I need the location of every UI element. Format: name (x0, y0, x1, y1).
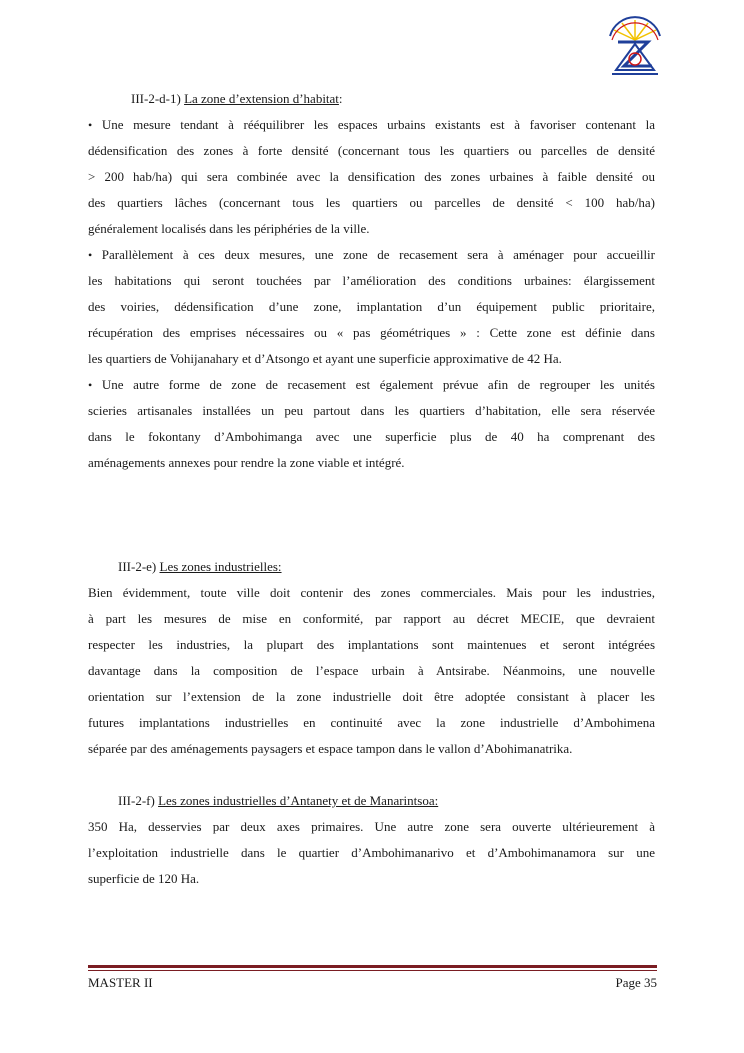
section-heading-e (88, 554, 655, 580)
page-body (88, 86, 655, 892)
paragraph-line: généralement localisés dans les périphéries de la ville. (88, 221, 370, 236)
heading-colon: : (338, 91, 343, 106)
bullet-icon: • (88, 118, 93, 132)
paragraph-line: orientation sur l’extension de la zone industrielle doit être adoptée consistant à placer les (88, 689, 655, 704)
footer-rule-thick (88, 965, 657, 968)
footer-left-label: MASTER II (88, 975, 153, 990)
paragraph-line (88, 112, 655, 138)
paragraph-line: les habitations qui seront touchées par l’amélioration des conditions urbaines: élargissement (88, 273, 655, 288)
section-title: La zone d’extension d’habitat (184, 91, 339, 106)
paragraph-line: Bien évidemment, toute ville doit contenir des zones commerciales. Mais pour les industries, (88, 585, 655, 600)
line-text: Parallèlement à ces deux mesures, une zone de recasement sera à aménager pour accueillir (92, 247, 655, 262)
section-number: III-2-e) (118, 559, 160, 574)
paragraph-line: des voiries, dédensification d’une zone, implantation d’un équipement public prioritaire, (88, 299, 655, 314)
footer-rule-thin (88, 970, 657, 971)
paragraph-line: récupération des emprises nécessaires ou « pas géométriques » : Cette zone est définie dans (88, 325, 655, 340)
spacer (88, 476, 655, 554)
page-number-value: 35 (644, 975, 657, 990)
bullet-icon: • (88, 378, 93, 392)
footer-divider (88, 965, 657, 971)
paragraph-line: dans le fokontany d’Ambohimanga avec une superficie plus de 40 ha comprenant des (88, 429, 655, 444)
section-title: Les zones industrielles d’Antanety et de Manarintsoa: (158, 793, 439, 808)
spacer (88, 762, 655, 788)
section-title: Les zones industrielles: (159, 559, 282, 574)
paragraph-line: > 200 hab/ha) qui sera combinée avec la densification des zones urbaines à faible densité ou (88, 169, 655, 184)
section-heading-d1 (88, 86, 655, 112)
paragraph-line: davantage dans la composition de l’espace urbain à Antsirabe. Néanmoins, une nouvelle (88, 663, 655, 678)
paragraph-line: à part les mesures de mise en conformité, par rapport au décret MECIE, que devraient (88, 611, 655, 626)
paragraph-line: aménagements annexes pour rendre la zone viable et intégré. (88, 455, 405, 470)
paragraph-line: respecter les industries, la plupart des implantations sont maintenues et seront intégrées (88, 637, 655, 652)
line-text: Une mesure tendant à rééquilibrer les espaces urbains existants est à favoriser contenant la (92, 117, 655, 132)
paragraph-line: futures implantations industrielles en continuité avec la zone industrielle d’Ambohimena (88, 715, 655, 730)
paragraph-line: 350 Ha, desservies par deux axes primaires. Une autre zone sera ouverte ultérieurement à (88, 819, 655, 834)
page-number (615, 973, 657, 993)
section-number: III-2-d-1) (131, 91, 185, 106)
section-number: III-2-f) (118, 793, 159, 808)
section-heading-f (88, 788, 655, 814)
paragraph-line: des quartiers lâches (concernant tous les quartiers ou parcelles de densité < 100 hab/ha) (88, 195, 655, 210)
bullet-icon: • (88, 248, 93, 262)
page-label: Page (615, 975, 644, 990)
paragraph-line: dédensification des zones à forte densité (concernant tous les quartiers ou parcelles de densité (88, 143, 655, 158)
paragraph-line: séparée par des aménagements paysagers et espace tampon dans le vallon d’Abohimanatrika. (88, 741, 573, 756)
paragraph-line (88, 242, 655, 268)
paragraph-line: superficie de 120 Ha. (88, 871, 200, 886)
page-footer (88, 973, 657, 993)
paragraph-line (88, 372, 655, 398)
paragraph-line: scieries artisanales installées un peu partout dans les quartiers d’habitation, elle sera réservée (88, 403, 655, 418)
paragraph-line: l’exploitation industrielle dans le quartier d’Ambohimanarivo et d’Ambohimanamora sur une (88, 845, 655, 860)
institution-logo-icon (602, 14, 668, 78)
paragraph-line: les quartiers de Vohijanahary et d’Atsongo et ayant une superficie approximative de 42 Ha. (88, 351, 562, 366)
line-text: Une autre forme de zone de recasement est également prévue afin de regrouper les unités (92, 377, 655, 392)
